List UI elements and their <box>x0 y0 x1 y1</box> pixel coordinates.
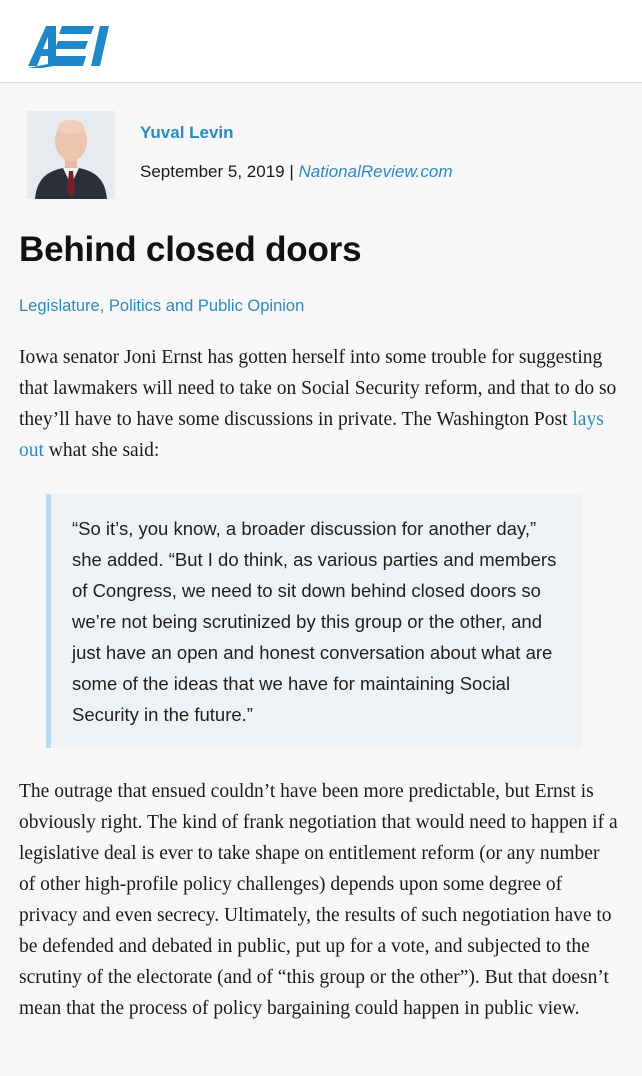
author-name-link[interactable]: Yuval Levin <box>140 123 234 142</box>
article-paragraph-1 <box>19 342 619 466</box>
blockquote <box>46 494 582 748</box>
meta-separator: | <box>289 162 294 181</box>
aei-logo <box>28 22 126 68</box>
lays-out-link[interactable]: lays out <box>19 409 604 461</box>
quote-text: “So it’s, you know, a broader discussion for another day,” she added. “But I do think, as various parties and members of Congress, we need to sit down behind closed doors so we’re not being scrutinized by this group or the other, and just have an open and honest conversation about what are some of the ideas that we have for maintaining Social Security in the future.” <box>72 518 557 725</box>
tag-separator: , <box>99 297 105 315</box>
paragraph-1-tail: what she said: <box>48 440 160 461</box>
topic-tags <box>19 297 304 316</box>
publication-meta <box>140 162 453 182</box>
tag-politics-public-opinion[interactable]: Politics and Public Opinion <box>108 297 305 315</box>
tag-legislature[interactable]: Legislature <box>19 297 100 315</box>
author-byline <box>27 111 627 201</box>
article-title: Behind closed doors <box>19 230 362 269</box>
publish-date: September 5, 2019 <box>140 162 285 181</box>
site-header <box>0 0 642 83</box>
author-avatar <box>27 111 115 199</box>
article-paragraph-2: The outrage that ensued couldn’t have been more predictable, but Ernst is obviously right. The kind of frank negotiation that would need to happen if a legislative deal is ever to take shape on entitlement reform (or any number of other high-profile policy challenges) depends upon some degree of privacy and even secrecy. Ultimately, the results of such negotiation have to be defended and debated in public, put up for a vote, and subjected to the scrutiny of the electorate (and of “this group or the other”). But that doesn’t mean that the process of policy bargaining could happen in public view. <box>19 781 618 1019</box>
source-link[interactable]: NationalReview.com <box>298 162 453 181</box>
paragraph-1-text: Iowa senator Joni Ernst has gotten herself into some trouble for suggesting that lawmakers will need to take on Social Security reform, and that to do so they’ll have to have some discussions in private. The Washington Post <box>19 347 617 430</box>
